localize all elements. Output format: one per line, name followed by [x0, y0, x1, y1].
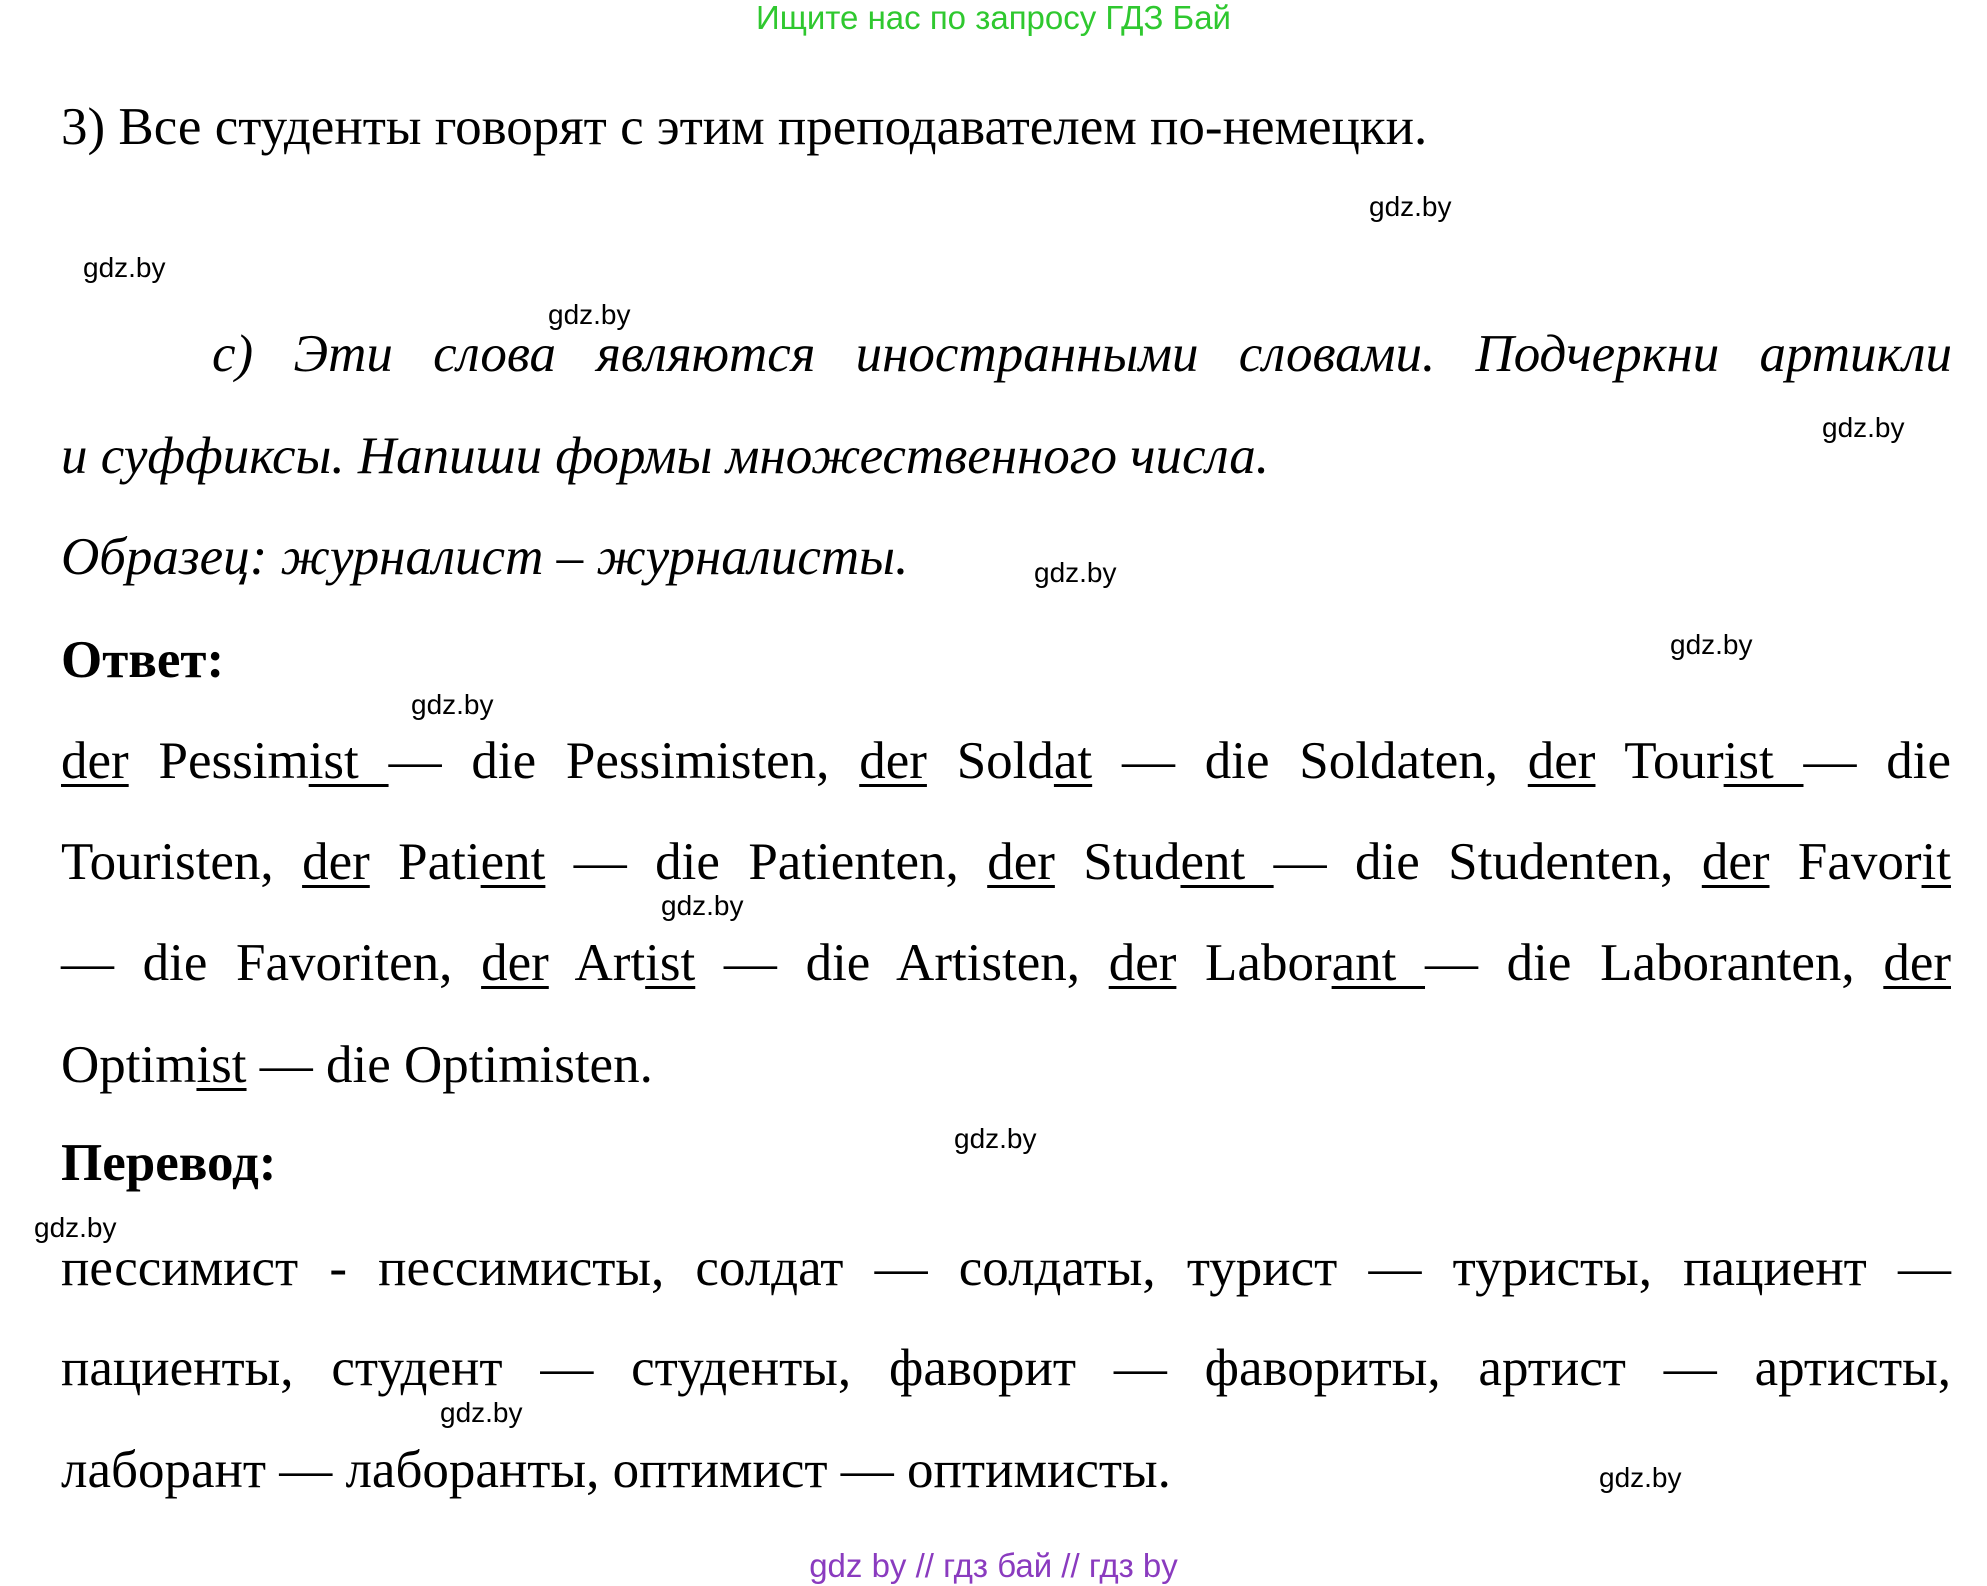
- watermark: gdz.by: [34, 1212, 117, 1243]
- text-segment: — die Studenten,: [1273, 833, 1702, 891]
- underlined-segment: der: [859, 732, 927, 790]
- text-segment: Optim: [61, 1036, 197, 1094]
- translation-line: лаборант — лаборанты, оптимист — оптимисты.: [61, 1441, 1171, 1499]
- underlined-segment: der: [1108, 934, 1177, 992]
- underlined-segment: ist: [1723, 732, 1804, 790]
- task-sentence: 3) Все студенты говорят с этим преподавателем по-немецки.: [61, 98, 1428, 156]
- translation-line: пациенты, студент — студенты, фаворит — фавориты, артист — артисты,: [61, 1339, 1951, 1397]
- underlined-segment: ent: [1180, 833, 1274, 891]
- watermark: gdz.by: [1034, 557, 1117, 588]
- text-segment: Pati: [369, 833, 481, 891]
- answer-line: [61, 832, 1951, 892]
- translation-heading: Перевод:: [61, 1134, 277, 1192]
- text-segment: — die Laboranten,: [1425, 934, 1884, 992]
- watermark: gdz.by: [83, 252, 166, 283]
- watermark: gdz.by: [1599, 1462, 1682, 1493]
- exercise-line-2: и суффиксы. Напиши формы множественного числа.: [61, 427, 1270, 485]
- text-segment: Stud: [1054, 833, 1181, 891]
- text-segment: Favor: [1769, 833, 1922, 891]
- underlined-segment: ant: [1331, 934, 1426, 992]
- text-segment: Labor: [1176, 934, 1332, 992]
- underlined-segment: der: [987, 833, 1055, 891]
- watermark: gdz.by: [954, 1123, 1037, 1154]
- answer-line: [61, 1035, 1951, 1095]
- text-segment: Art: [548, 934, 646, 992]
- text-segment: Pessim: [128, 732, 309, 790]
- underlined-segment: der: [481, 934, 549, 992]
- watermark: gdz.by: [1822, 412, 1905, 443]
- text-segment: — die Soldaten,: [1092, 732, 1528, 790]
- exercise-example: Образец: журналист – журналисты.: [61, 528, 909, 586]
- watermark: gdz.by: [661, 890, 744, 921]
- text-segment: — die Patienten,: [545, 833, 988, 891]
- footer-links: gdz by // гдз бай // гдз by: [809, 1547, 1178, 1584]
- watermark: gdz.by: [1670, 629, 1753, 660]
- underlined-segment: ent: [480, 833, 546, 891]
- underlined-segment: der: [302, 833, 370, 891]
- underlined-segment: der: [1883, 934, 1951, 992]
- text-segment: — die Pessimisten,: [388, 732, 860, 790]
- underlined-segment: der: [1527, 732, 1596, 790]
- watermark: gdz.by: [440, 1397, 523, 1428]
- underlined-segment: ist: [645, 934, 696, 992]
- underlined-segment: der: [61, 732, 129, 790]
- text-segment: — die Favoriten,: [61, 934, 482, 992]
- underlined-segment: ist: [308, 732, 389, 790]
- underlined-segment: der: [1701, 833, 1770, 891]
- answer-line: [61, 933, 1951, 993]
- exercise-line-1: c) Эти слова являются иностранными словами. Подчеркни артикли: [212, 325, 1952, 383]
- text-segment: Sold: [926, 732, 1054, 790]
- watermark: gdz.by: [1369, 191, 1452, 222]
- search-hint-banner: Ищите нас по запросу ГДЗ Бай: [756, 0, 1231, 36]
- text-segment: — die Artisten,: [695, 934, 1109, 992]
- answer-line: [61, 731, 1951, 791]
- answer-heading: Ответ:: [61, 631, 225, 689]
- watermark: gdz.by: [411, 689, 494, 720]
- underlined-segment: at: [1053, 732, 1093, 790]
- underlined-segment: it: [1921, 833, 1951, 891]
- translation-line: пессимист - пессимисты, солдат — солдаты, турист — туристы, пациент —: [61, 1239, 1951, 1297]
- text-segment: Touristen,: [61, 833, 303, 891]
- underlined-segment: ist: [196, 1036, 247, 1094]
- text-segment: Tour: [1595, 732, 1724, 790]
- text-segment: — die: [1803, 732, 1952, 790]
- text-segment: — die Optimisten.: [246, 1036, 653, 1094]
- watermark: gdz.by: [548, 299, 631, 330]
